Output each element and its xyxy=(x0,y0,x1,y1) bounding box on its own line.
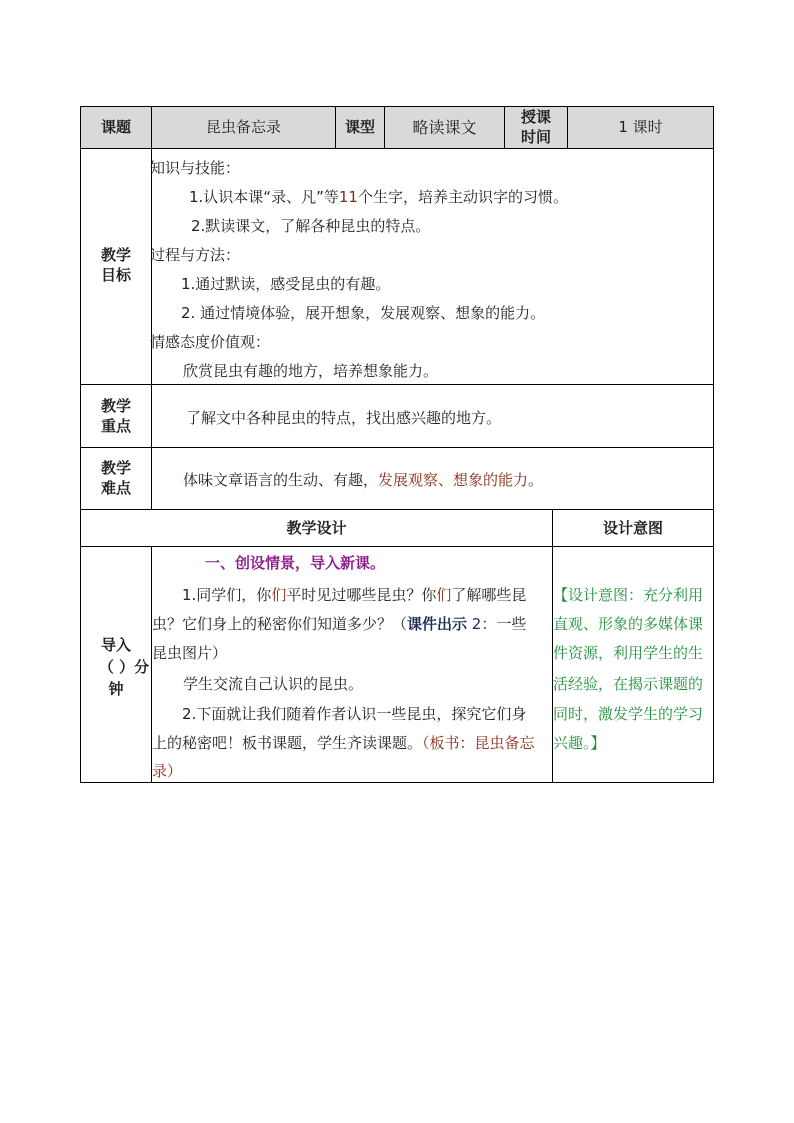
intro-p1-d: 们 xyxy=(436,586,452,604)
objectives-section-knowledge: 知识与技能： xyxy=(150,159,241,177)
key-points-label-line1: 教学 xyxy=(100,397,131,415)
type-value: 略读课文 xyxy=(412,118,477,137)
intro-p1-c: 平时见过哪些昆虫？你 xyxy=(286,586,437,604)
border-h1 xyxy=(80,148,714,149)
difficulties-label-line1: 教学 xyxy=(100,459,131,477)
objectives-item-1 xyxy=(189,182,568,212)
difficulties-text xyxy=(183,465,543,495)
intro-p1-a: 1.同学们，你 xyxy=(182,586,272,604)
title-label: 课题 xyxy=(100,118,131,136)
intro-paragraph-1 xyxy=(182,580,526,610)
intro-label-line1: 导入 xyxy=(100,636,131,654)
intro-paragraph-3: 昆虫图片） xyxy=(152,644,228,662)
objectives-item-2: 2.默读课文，了解各种昆虫的特点。 xyxy=(191,217,431,235)
time-label-line1: 授课 xyxy=(520,108,551,126)
intent-line-1: 【设计意图：充分利用 xyxy=(553,586,704,604)
intro-paragraph-6 xyxy=(152,728,535,758)
difficulties-text-c: 。 xyxy=(528,471,544,489)
key-points-label xyxy=(81,396,151,436)
intro-p6-a: 上的秘密吧！板书课题，学生齐读课题。 xyxy=(152,734,423,752)
objectives-section-attitude: 情感态度价值观： xyxy=(150,333,271,351)
title-value: 昆虫备忘录 xyxy=(205,118,281,136)
border-h3 xyxy=(80,447,714,448)
time-value: 1 课时 xyxy=(618,118,663,136)
objectives-label xyxy=(81,245,151,285)
key-points-label-line2: 重点 xyxy=(100,417,131,435)
difficulties-text-a: 体味文章语言的生动、有趣， xyxy=(183,471,379,489)
intro-label-line3: 钟 xyxy=(108,680,124,698)
intro-paragraph-2 xyxy=(152,609,526,639)
intro-label-line2: （ ）分 xyxy=(98,658,150,676)
intro-p1-b: 们 xyxy=(271,586,287,604)
intent-line-5: 同时，激发学生的学习 xyxy=(553,705,704,723)
time-label-line2: 时间 xyxy=(520,128,551,146)
difficulties-label-line2: 难点 xyxy=(100,479,131,497)
objectives-label-line1: 教学 xyxy=(100,246,131,264)
intro-p2-b: 课件出示 xyxy=(407,615,468,633)
time-label xyxy=(505,107,567,147)
type-label: 课型 xyxy=(344,118,375,136)
objectives-label-line2: 目标 xyxy=(100,266,131,284)
intro-paragraph-5: 2.下面就让我们随着作者认识一些昆虫，探究它们身 xyxy=(182,705,527,723)
intro-label xyxy=(81,634,151,700)
intro-paragraph-4: 学生交流自己认识的昆虫。 xyxy=(183,675,364,693)
intro-p2-d: 一些 xyxy=(496,615,527,633)
difficulties-text-b: 发展观察、想象的能力 xyxy=(378,471,529,489)
objectives-section-process: 过程与方法： xyxy=(150,246,241,264)
intro-p6-b: （板书：昆虫备忘 xyxy=(422,734,535,752)
intro-p2-c: 2： xyxy=(467,615,497,633)
intent-line-6: 兴趣。】 xyxy=(553,734,606,752)
border-right xyxy=(713,106,714,783)
objectives-item-1-num: 11 xyxy=(338,188,358,206)
objectives-item-3: 1.通过默读，感受昆虫的有趣。 xyxy=(181,275,391,293)
design-column-header: 教学设计 xyxy=(286,519,347,537)
difficulties-label xyxy=(81,458,151,498)
objectives-item-1-b: 个生字，培养主动识字的习惯。 xyxy=(357,188,568,206)
objectives-item-5: 欣赏昆虫有趣的地方，培养想象能力。 xyxy=(183,362,439,380)
key-points-text: 了解文中各种昆虫的特点，找出感兴趣的地方。 xyxy=(186,409,502,427)
intent-column-header: 设计意图 xyxy=(602,519,663,537)
intent-line-4: 活经验，在揭示课题的 xyxy=(553,675,704,693)
objectives-item-1-a: 1.认识本课“录、凡”等 xyxy=(189,188,339,206)
intro-p2-a: 虫？它们身上的秘密你们知道多少？（ xyxy=(152,615,408,633)
border-h5 xyxy=(80,546,714,547)
intro-heading: 一、创设情景，导入新课。 xyxy=(205,554,386,572)
intro-paragraph-7: 录） xyxy=(152,762,183,780)
intent-line-3: 件资源，利用学生的生 xyxy=(553,644,704,662)
objectives-item-4: 2. 通过情境体验，展开想象，发展观察、想象的能力。 xyxy=(181,304,546,322)
intro-p1-e: 了解哪些昆 xyxy=(451,586,527,604)
intent-line-2: 直观、形象的多媒体课 xyxy=(553,615,704,633)
